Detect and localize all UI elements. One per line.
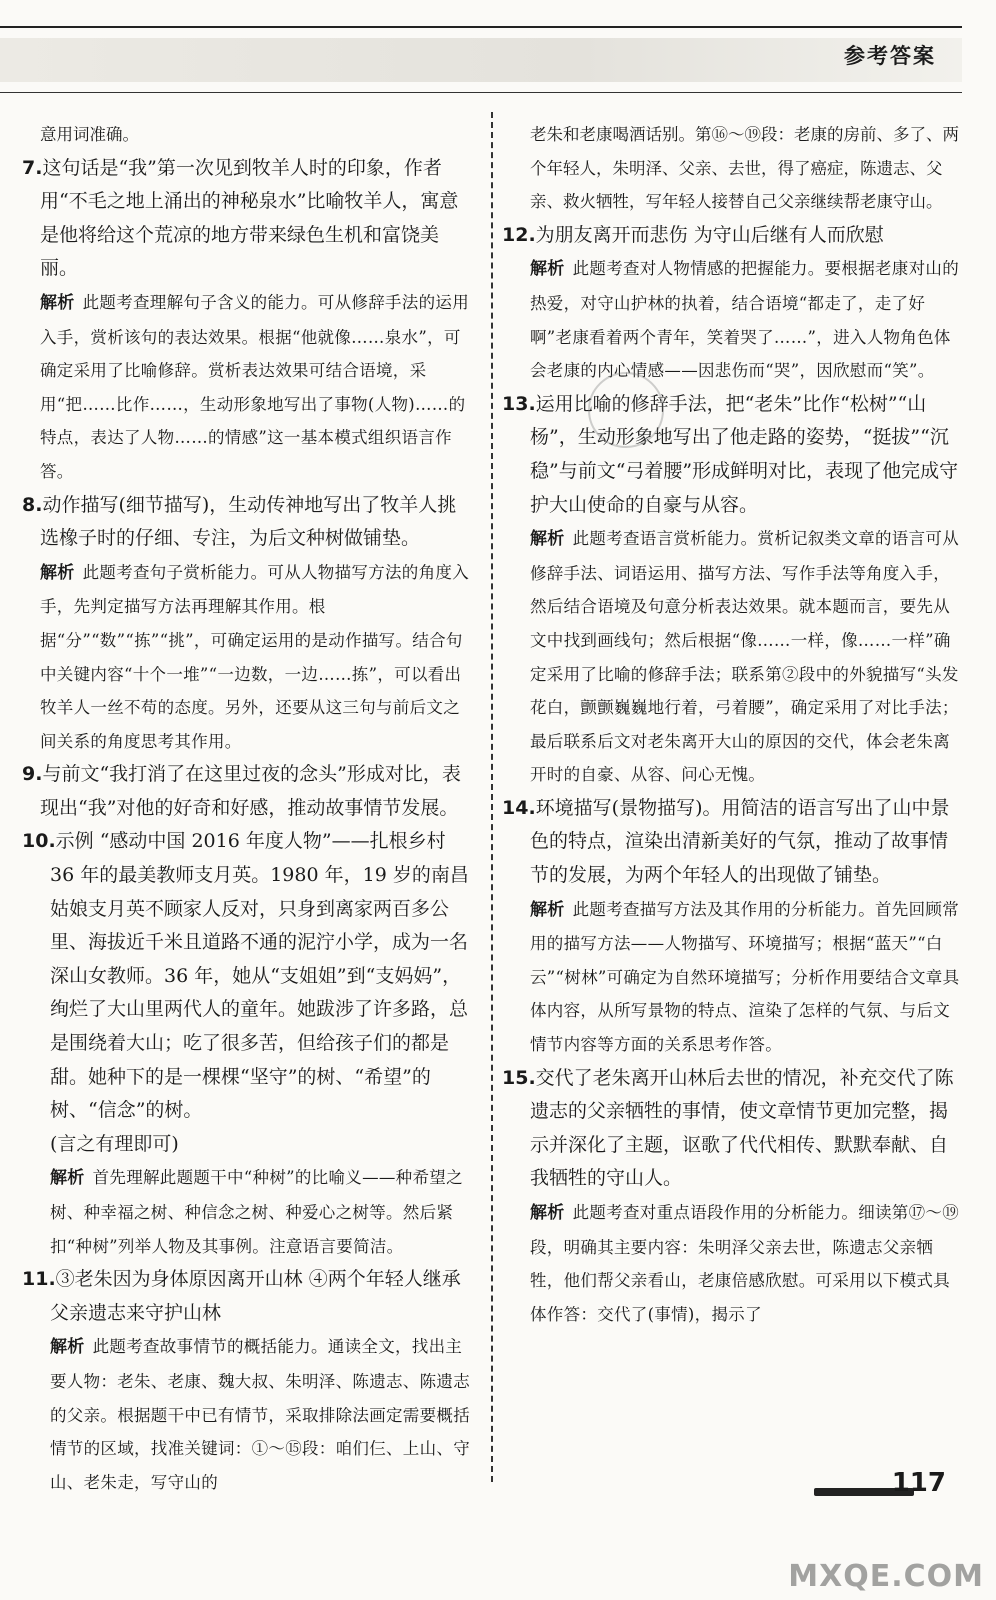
analysis-text: 此题考查对重点语段作用的分析能力。细读第⑰～⑲段，明确其主要内容：朱明泽父亲去世，陈遗志父亲牺牲，他们帮父亲看山，老康倍感欣慰。可采用以下模式具体作答：交代了(事情)，揭示了 [530, 1203, 960, 1324]
question-answer: 示例 “感动中国 2016 年度人物”——扎根乡村 36 年的最美教师支月英。1980 年，19 岁的南昌姑娘支月英不顾家人反对，只身到离家两百多公里、海拔近千米且道路不通的泥泞小学，成为一名深山女教师。36 年，她从“支姐姐”到“支妈妈”，绚烂了大山里两代人的童年。她跋涉了许多路，总是围绕着大山；吃了很多苦，但给孩子们的都是甜。她种下的是一棵棵“坚守”的树、“希望”的树、“信念”的树。 [50, 830, 469, 1122]
analysis-text: 此题考查对人物情感的把握能力。要根据老康对山的热爱，对守山护林的执着，结合语境“都走了，走了好啊”老康看着两个青年，笑着哭了……”，进入人物角色体会老康的内心情感——因悲伤而“哭”，因欣慰而“笑”。 [530, 259, 960, 381]
continued-text: 老朱和老康喝酒话别。第⑯～⑲段：老康的房前、多了、两个年轻人，朱明泽、父亲、去世，得了癌症，陈遗志、父亲、救火牺牲，写年轻人接替自己父亲继续帮老康守山。 [530, 125, 959, 212]
question-answer: 环境描写(景物描写)。用简洁的语言写出了山中景色的特点，渲染出清新美好的气氛，推动了故事情节的发展，为两个年轻人的出现做了铺垫。 [530, 796, 950, 887]
question-9 [22, 758, 474, 825]
header-title: 参考答案 [844, 44, 936, 68]
analysis-11 [22, 1330, 474, 1499]
analysis-text: 此题考查故事情节的概括能力。通读全文，找出主要人物：老朱、老康、魏大叔、朱明泽、陈遗志、陈遗志的父亲。根据题干中已有情节，采取排除法画定需要概括情节的区域，找准关键词：①～⑮段：咱们仨、上山、守山、老朱走，写守山的 [50, 1337, 470, 1492]
analysis-13 [502, 522, 964, 792]
question-14 [502, 792, 964, 893]
analysis-15 [502, 1196, 964, 1331]
analysis-text: 此题考查描写方法及其作用的分析能力。首先回顾常用的描写方法——人物描写、环境描写；根据“蓝天”“白云”“树林”可确定为自然环境描写；分析作用要结合文章具体内容，从所写景物的特点、渲染了怎样的气氛、与后文情节内容等方面的关系思考作答。 [530, 899, 960, 1055]
question-number: 7. [22, 156, 43, 179]
analysis-tag: 解析 [530, 529, 565, 550]
watermark-stamp-icon [588, 372, 664, 448]
intro-text: 意用词准确。 [40, 125, 139, 144]
question-number: 10. [22, 830, 56, 853]
analysis-tag: 解析 [50, 1337, 85, 1358]
question-7 [22, 152, 474, 286]
header-rule-top [0, 26, 962, 28]
question-11 [22, 1263, 474, 1330]
question-13 [502, 388, 964, 522]
left-column [22, 118, 474, 1499]
analysis-tag: 解析 [530, 899, 565, 920]
question-12 [502, 219, 964, 253]
analysis-10 [22, 1161, 474, 1263]
site-logo [788, 1559, 984, 1594]
question-number: 8. [22, 493, 43, 516]
analysis-8 [22, 556, 474, 759]
question-15 [502, 1062, 964, 1196]
question-answer: 运用比喻的修辞手法，把“老朱”比作“松树”“山杨”，生动形象地写出了他走路的姿势，“挺拔”“沉稳”与前文“弓着腰”形成鲜明对比，表现了他完成守护大山使命的自豪与从容。 [530, 392, 959, 516]
analysis-tag: 解析 [530, 1203, 565, 1223]
analysis-tag: 解析 [50, 1168, 85, 1189]
analysis-text: 首先理解此题题干中“种树”的比喻义——种希望之树、种幸福之树、种信念之树、种爱心之树等。然后紧扣“种树”列举人物及其事例。注意语言要简洁。 [50, 1168, 463, 1256]
right-column [502, 118, 964, 1331]
page-header [0, 0, 996, 96]
question-number: 14. [502, 796, 536, 819]
header-rule-bottom [0, 92, 962, 93]
question-answer: 动作描写(细节描写)，生动传神地写出了牧羊人挑选橡子时的仔细、专注，为后文种树做铺垫。 [40, 493, 457, 550]
question-answer: ③老朱因为身体原因离开山林 ④两个年轻人继承父亲遗志来守护山林 [50, 1268, 461, 1324]
question-number: 15. [502, 1066, 536, 1089]
analysis-text: 此题考查语言赏析能力。赏析记叙类文章的语言可从修辞手法、词语运用、描写方法、写作手法等角度入手，然后结合语境及句意分析表达效果。就本题而言，要先从文中找到画线句；然后根据“像……一样，像……一样”确定采用了比喻的修辞手法；联系第②段中的外貌描写“头发花白，颤颤巍巍地行着，弓着腰”，确定采用了对比手法；最后联系后文对老朱离开大山的原因的交代，体会老朱离开时的自豪、从容、问心无愧。 [530, 529, 960, 785]
column-divider [491, 112, 493, 1482]
analysis-text: 此题考查句子赏析能力。可从人物描写方法的角度入手，先判定描写方法再理解其作用。根据“分”“数”“拣”“挑”，可确定运用的是动作描写。结合句中关键内容“十个一堆”“一边数，一边……拣”，可以看出牧羊人一丝不苟的态度。另外，还要从这三句与前后文之间关系的角度思考其作用。 [40, 562, 470, 751]
header-band [0, 38, 962, 82]
analysis-12 [502, 252, 964, 387]
question-answer: 与前文“我打消了在这里过夜的念头”形成对比，表现出“我”对他的好奇和好感，推动故事情节发展。 [40, 763, 461, 819]
analysis-tag: 解析 [40, 562, 75, 583]
question-10 [22, 825, 474, 1127]
page-number: 117 [891, 1468, 946, 1498]
analysis-tag: 解析 [530, 259, 565, 280]
question-answer: 这句话是“我”第一次见到牧羊人时的印象，作者用“不毛之地上涌出的神秘泉水”比喻牧羊人，寓意是他将给这个荒凉的地方带来绿色生机和富饶美丽。 [40, 156, 459, 280]
question-10-note: (言之有理即可) [50, 1132, 179, 1155]
question-number: 11. [22, 1268, 56, 1291]
question-answer: 为朋友离开而悲伤 为守山后继有人而欣慰 [535, 223, 884, 246]
question-answer: 交代了老朱离开山林后去世的情况，补充交代了陈遗志的父亲牺牲的事情，使文章情节更加完整，揭示并深化了主题，讴歌了代代相传、默默奉献、自我牺牲的守山人。 [530, 1066, 954, 1190]
analysis-text: 此题考查理解句子含义的能力。可从修辞手法的运用入手，赏析该句的表达效果。根据“他就像……泉水”，可确定采用了比喻修辞。赏析表达效果可结合语境，采用“把……比作……，生动形象地写出了事物(人物)……的特点，表达了人物……的情感”这一基本模式组织语言作答。 [40, 292, 470, 481]
site-logo-text: MXQE.COM [788, 1559, 984, 1594]
analysis-14 [502, 893, 964, 1062]
analysis-tag: 解析 [40, 292, 75, 313]
question-8 [22, 489, 474, 556]
question-number: 13. [502, 392, 536, 415]
question-number: 9. [22, 763, 43, 786]
question-number: 12. [502, 223, 536, 246]
analysis-7 [22, 286, 474, 489]
